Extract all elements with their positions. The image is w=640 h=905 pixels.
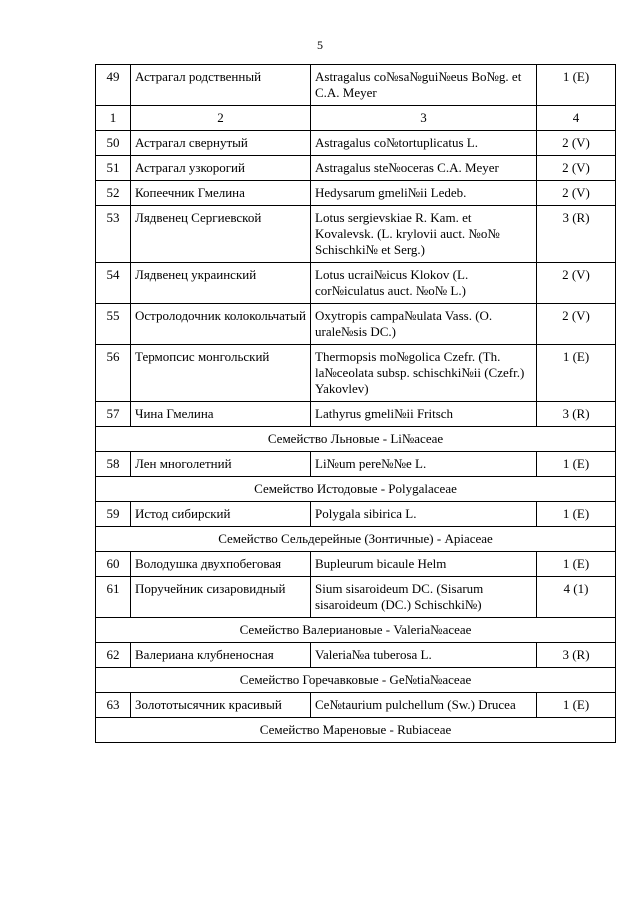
species-number: 56 — [96, 345, 131, 402]
species-category: 3 (R) — [537, 402, 616, 427]
species-latin-name: Lotus ucrai№icus Klokov (L. cor№iculatus auct. №o№ L.) — [311, 263, 537, 304]
species-russian-name: Термопсис монгольский — [131, 345, 311, 402]
species-latin-name: Thermopsis mo№golica Czefr. (Th. la№ceolata subsp. schischki№ii (Czefr.) Yakovlev) — [311, 345, 537, 402]
species-russian-name: Астрагал узкорогий — [131, 156, 311, 181]
species-number: 59 — [96, 502, 131, 527]
column-number-row — [96, 106, 616, 131]
species-number: 50 — [96, 131, 131, 156]
family-heading: Семейство Валериановые - Valeria№aceae — [96, 618, 616, 643]
species-latin-name: Polygala sibirica L. — [311, 502, 537, 527]
column-number: 3 — [311, 106, 537, 131]
species-category: 1 (E) — [537, 552, 616, 577]
species-number: 63 — [96, 693, 131, 718]
species-russian-name: Астрагал родственный — [131, 65, 311, 106]
species-latin-name: Astragalus ste№oceras C.A. Meyer — [311, 156, 537, 181]
species-latin-name: Astragalus co№sa№gui№eus Bo№g. et C.A. Meyer — [311, 65, 537, 106]
species-category: 1 (E) — [537, 345, 616, 402]
species-russian-name: Копеечник Гмелина — [131, 181, 311, 206]
species-row — [96, 502, 616, 527]
family-heading: Семейство Мареновые - Rubiaceae — [96, 718, 616, 743]
species-category: 1 (E) — [537, 65, 616, 106]
species-latin-name: Oxytropis campa№ulata Vass. (O. urale№sis DC.) — [311, 304, 537, 345]
species-row — [96, 552, 616, 577]
species-latin-name: Bupleurum bicaule Helm — [311, 552, 537, 577]
column-number: 2 — [131, 106, 311, 131]
species-latin-name: Lotus sergievskiae R. Kam. et Kovalevsk. (L. krylovii auct. №o№ Schischki№ et Serg.) — [311, 206, 537, 263]
species-category: 1 (E) — [537, 502, 616, 527]
species-russian-name: Лен многолетний — [131, 452, 311, 477]
species-russian-name: Остролодочник колокольчатый — [131, 304, 311, 345]
species-number: 57 — [96, 402, 131, 427]
species-latin-name: Astragalus co№tortuplicatus L. — [311, 131, 537, 156]
species-category: 4 (1) — [537, 577, 616, 618]
family-row — [96, 618, 616, 643]
family-heading: Семейство Истодовые - Polygalaceae — [96, 477, 616, 502]
species-latin-name: Ce№taurium pulchellum (Sw.) Drucea — [311, 693, 537, 718]
species-number: 55 — [96, 304, 131, 345]
species-russian-name: Лядвенец украинский — [131, 263, 311, 304]
family-row — [96, 668, 616, 693]
species-russian-name: Валериана клубненосная — [131, 643, 311, 668]
family-row — [96, 718, 616, 743]
species-row — [96, 577, 616, 618]
species-number: 61 — [96, 577, 131, 618]
species-category: 2 (V) — [537, 181, 616, 206]
species-row — [96, 452, 616, 477]
family-row — [96, 527, 616, 552]
species-row — [96, 65, 616, 106]
species-number: 53 — [96, 206, 131, 263]
species-category: 2 (V) — [537, 263, 616, 304]
species-row — [96, 304, 616, 345]
species-latin-name: Li№um pere№№e L. — [311, 452, 537, 477]
species-number: 60 — [96, 552, 131, 577]
species-category: 2 (V) — [537, 156, 616, 181]
species-number: 54 — [96, 263, 131, 304]
species-category: 1 (E) — [537, 452, 616, 477]
species-latin-name: Valeria№a tuberosa L. — [311, 643, 537, 668]
page-number: 5 — [317, 38, 323, 52]
species-row — [96, 181, 616, 206]
species-row — [96, 263, 616, 304]
species-russian-name: Астрагал свернутый — [131, 131, 311, 156]
species-russian-name: Володушка двухпобеговая — [131, 552, 311, 577]
family-row — [96, 477, 616, 502]
species-row — [96, 643, 616, 668]
column-number: 4 — [537, 106, 616, 131]
species-number: 52 — [96, 181, 131, 206]
species-row — [96, 402, 616, 427]
species-row — [96, 345, 616, 402]
species-russian-name: Истод сибирский — [131, 502, 311, 527]
species-category: 2 (V) — [537, 131, 616, 156]
species-number: 58 — [96, 452, 131, 477]
species-category: 3 (R) — [537, 643, 616, 668]
species-latin-name: Lathyrus gmeli№ii Fritsch — [311, 402, 537, 427]
species-row — [96, 156, 616, 181]
species-row — [96, 206, 616, 263]
species-number: 51 — [96, 156, 131, 181]
species-category: 1 (E) — [537, 693, 616, 718]
family-heading: Семейство Сельдерейные (Зонтичные) - Apiaceae — [96, 527, 616, 552]
species-russian-name: Золототысячник красивый — [131, 693, 311, 718]
species-russian-name: Лядвенец Сергиевской — [131, 206, 311, 263]
species-category: 3 (R) — [537, 206, 616, 263]
species-latin-name: Sium sisaroideum DC. (Sisarum sisaroideum (DC.) Schischki№) — [311, 577, 537, 618]
species-number: 62 — [96, 643, 131, 668]
family-heading: Семейство Горечавковые - Ge№tia№aceae — [96, 668, 616, 693]
species-category: 2 (V) — [537, 304, 616, 345]
species-row — [96, 693, 616, 718]
species-table-body — [96, 65, 616, 743]
species-latin-name: Hedysarum gmeli№ii Ledeb. — [311, 181, 537, 206]
species-russian-name: Чина Гмелина — [131, 402, 311, 427]
family-row — [96, 427, 616, 452]
column-number: 1 — [96, 106, 131, 131]
family-heading: Семейство Льновые - Li№aceae — [96, 427, 616, 452]
species-row — [96, 131, 616, 156]
species-number: 49 — [96, 65, 131, 106]
species-table — [95, 64, 616, 743]
species-russian-name: Поручейник сизаровидный — [131, 577, 311, 618]
